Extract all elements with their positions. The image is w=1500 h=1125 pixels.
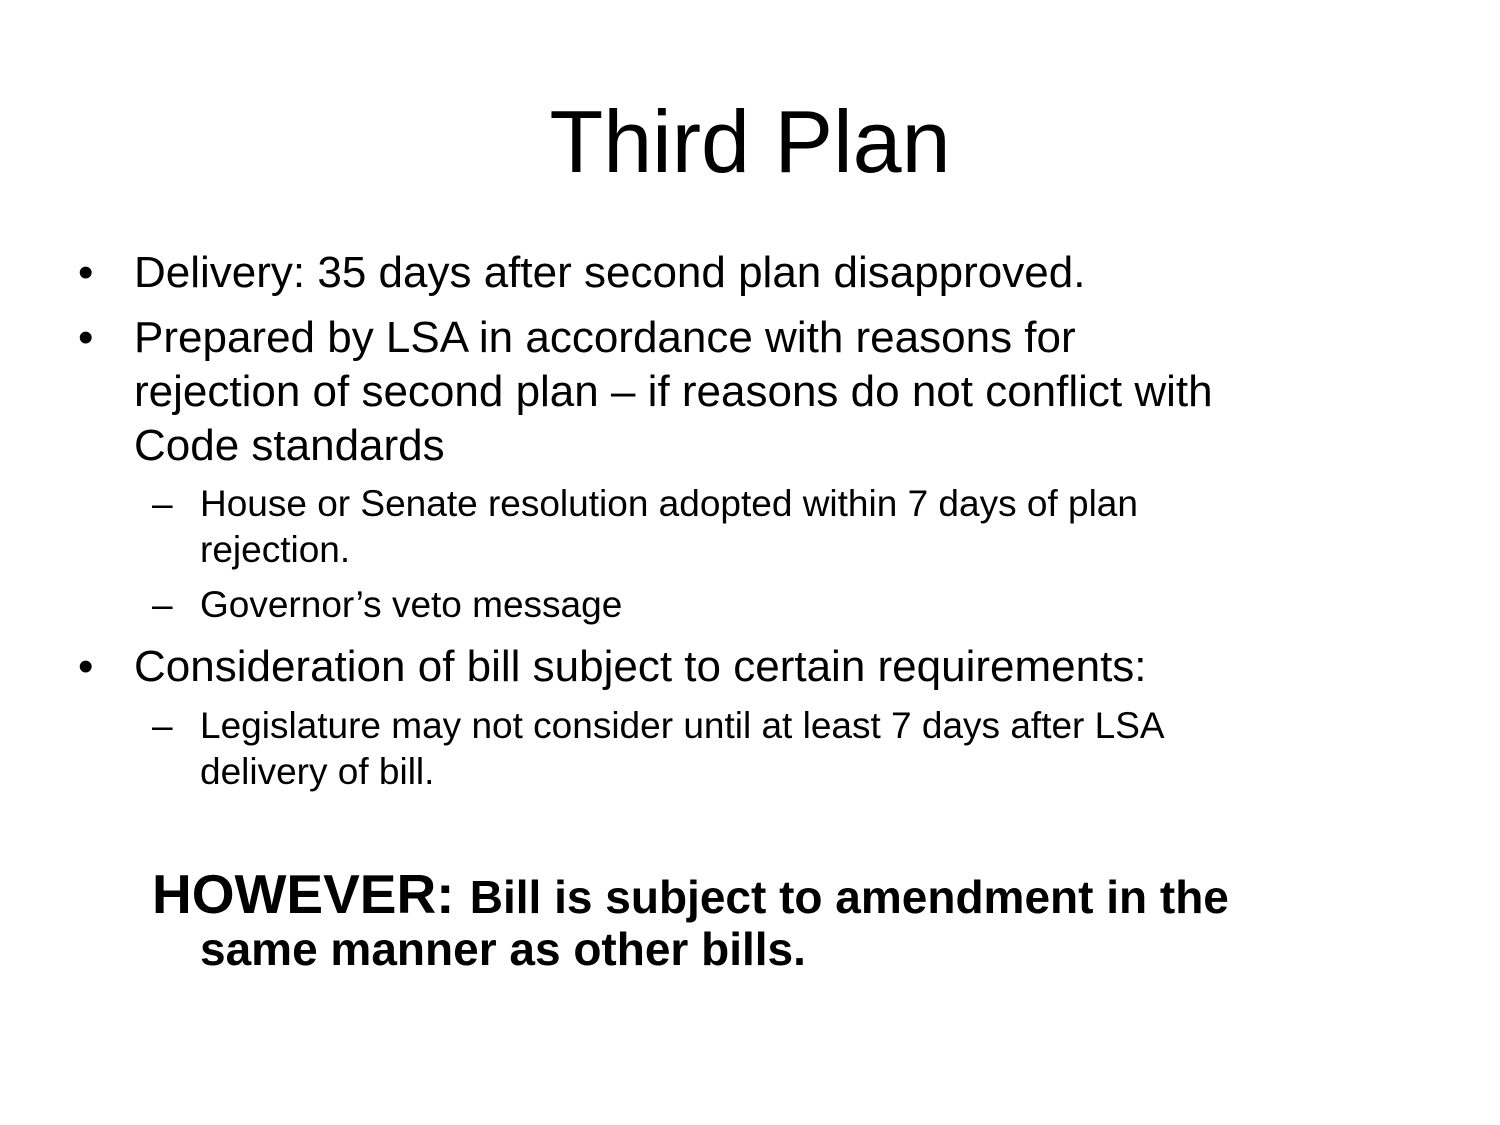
bullet-text — [134, 246, 1434, 300]
bullet-marker: • — [78, 642, 94, 691]
sub-bullet-text — [200, 582, 1450, 628]
sub-bullet-line: delivery of bill. — [200, 751, 435, 792]
however-text: same manner as other bills. — [200, 923, 806, 975]
sub-bullet-marker: – — [152, 584, 173, 625]
sub-bullet-text — [200, 703, 1450, 795]
bullet-line: Consideration of bill subject to certain requirements: — [134, 642, 1147, 691]
however-note — [152, 862, 1452, 975]
sub-bullet-line: Governor’s veto message — [200, 584, 623, 625]
sub-bullet-text — [200, 481, 1450, 573]
bullet-marker: • — [78, 313, 94, 362]
however-text: Bill is subject to amendment in the — [469, 871, 1229, 923]
bullet-text — [134, 311, 1434, 473]
bullet-marker: • — [78, 248, 94, 297]
bullet-line: Code standards — [134, 421, 445, 470]
sub-bullet-line: Legislature may not consider until at least 7 days after LSA — [200, 705, 1165, 746]
sub-bullet-marker: – — [152, 705, 173, 746]
bullet-line: Delivery: 35 days after second plan disapproved. — [134, 248, 1086, 297]
sub-bullet-marker: – — [152, 483, 173, 524]
sub-bullet-line: House or Senate resolution adopted within 7 days of plan — [200, 483, 1138, 524]
bullet-text — [134, 640, 1434, 694]
bullet-line: Prepared by LSA in accordance with reasons for — [134, 313, 1076, 362]
however-label: HOWEVER: — [152, 863, 470, 925]
slide-title: Third Plan — [549, 92, 951, 191]
bullet-line: rejection of second plan – if reasons do not conflict with — [134, 367, 1213, 416]
sub-bullet-line: rejection. — [200, 529, 351, 570]
